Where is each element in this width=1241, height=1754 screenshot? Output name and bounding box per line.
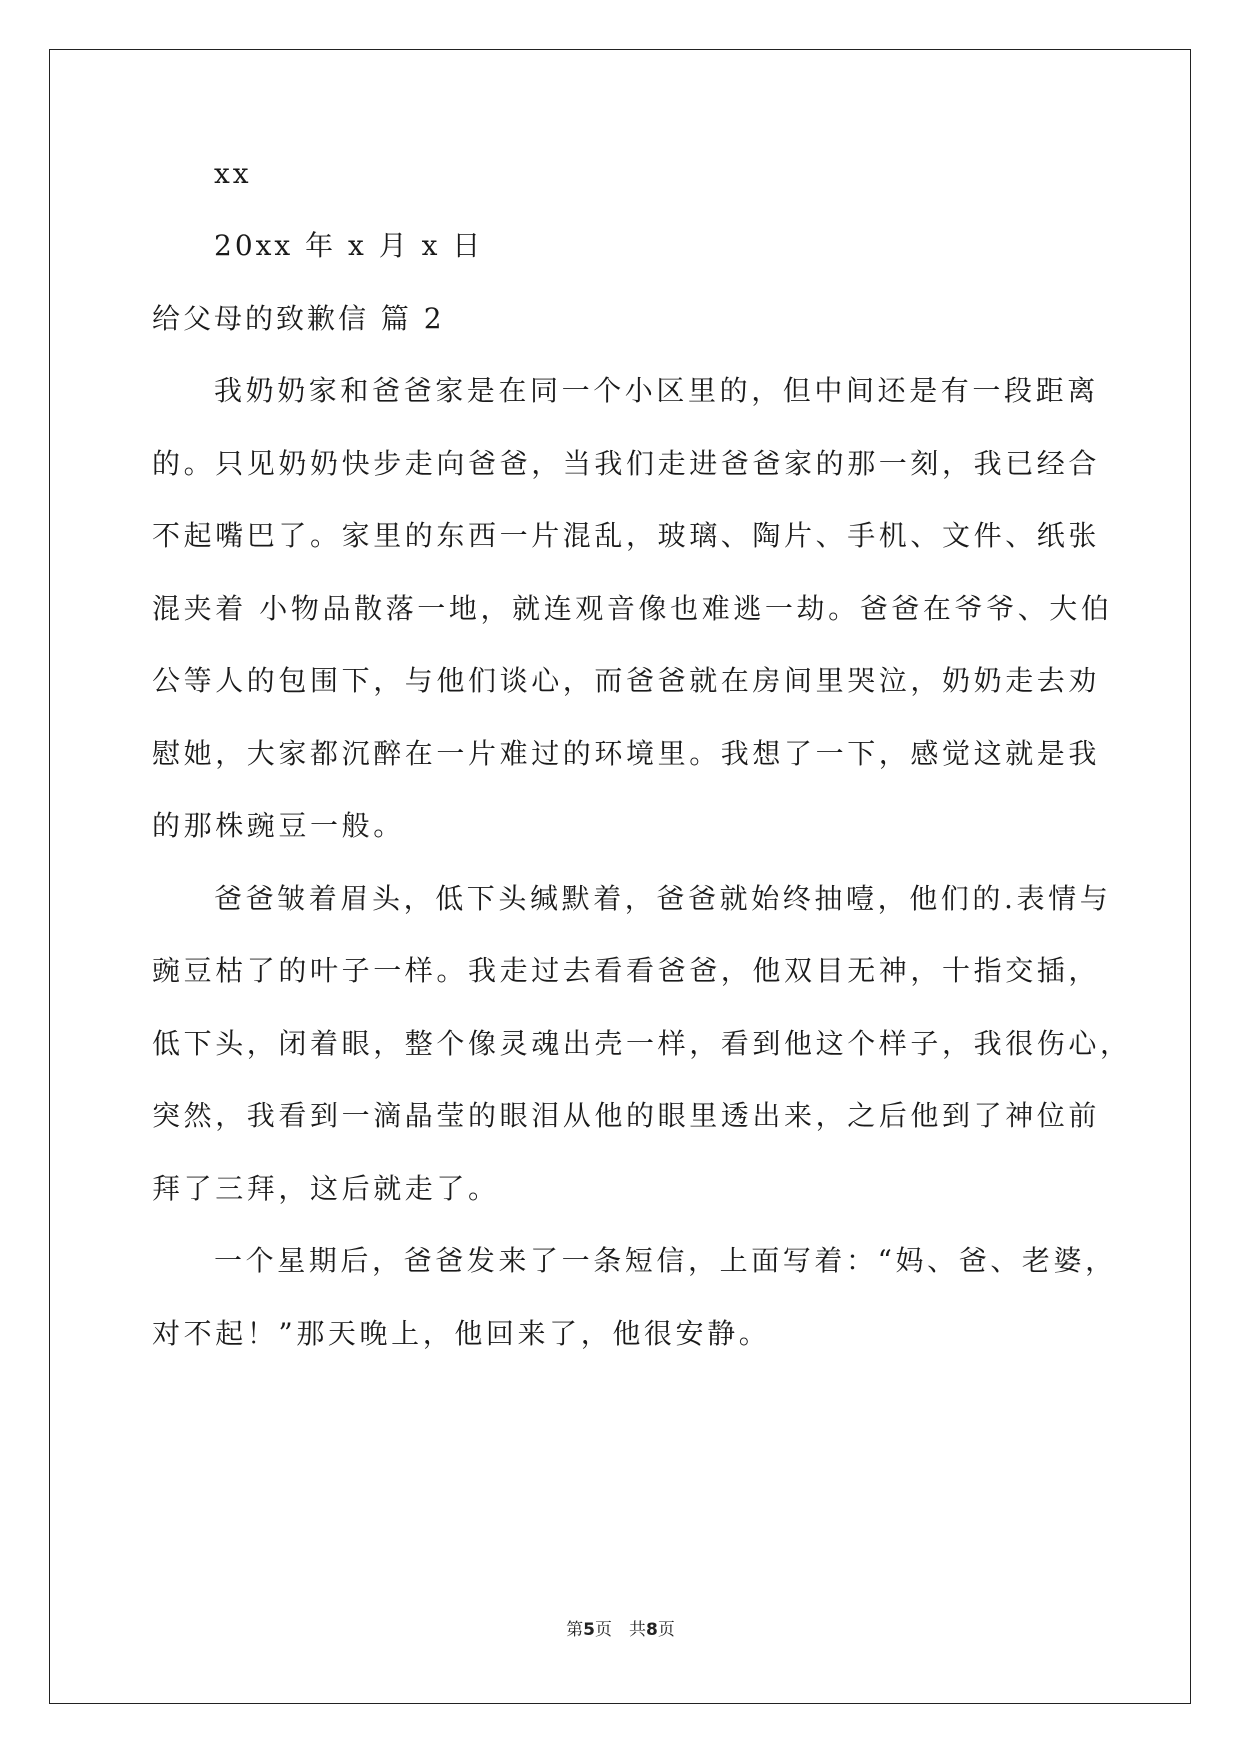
footer-page-current: 5 — [583, 1620, 595, 1640]
paragraph-3-line-1: 一个星期后，爸爸发来了一条短信，上面写着：“妈、爸、老婆， — [214, 1244, 1117, 1277]
footer-page-suffix: 页 — [657, 1620, 675, 1640]
paragraph-1-line-4: 混夹着 小物品散落一地，就连观音像也难逃一劫。爸爸在爷爷、大伯 — [152, 592, 1113, 625]
paragraph-2-line-4: 突然，我看到一滴晶莹的眼泪从他的眼里透出来，之后他到了神位前 — [152, 1099, 1101, 1132]
page-border — [49, 49, 1191, 1704]
signature-name: xx — [214, 157, 252, 190]
paragraph-3-line-2: 对不起！”那天晚上，他回来了，他很安静。 — [152, 1317, 771, 1350]
page-footer — [0, 1622, 1241, 1639]
signature-date: 20xx 年 x 月 x 日 — [214, 229, 484, 262]
section-heading: 给父母的致歉信 篇 2 — [152, 302, 445, 335]
paragraph-1-line-6: 慰她，大家都沉醉在一片难过的环境里。我想了一下，感觉这就是我 — [152, 737, 1101, 770]
paragraph-1-line-3: 不起嘴巴了。家里的东西一片混乱，玻璃、陶片、手机、文件、纸张 — [152, 519, 1101, 552]
paragraph-1-line-2: 的。只见奶奶快步走向爸爸，当我们走进爸爸家的那一刻，我已经合 — [152, 447, 1101, 480]
paragraph-2-line-1: 爸爸皱着眉头，低下头缄默着，爸爸就始终抽噎，他们的.表情与 — [214, 882, 1112, 915]
paragraph-2-line-2: 豌豆枯了的叶子一样。我走过去看看爸爸，他双目无神，十指交插， — [152, 954, 1101, 987]
paragraph-1-line-5: 公等人的包围下，与他们谈心，而爸爸就在房间里哭泣，奶奶走去劝 — [152, 664, 1101, 697]
paragraph-1-line-7: 的那株豌豆一般。 — [152, 809, 405, 842]
footer-page-prefix: 第 — [566, 1620, 584, 1640]
paragraph-1-line-1: 我奶奶家和爸爸家是在同一个小区里的，但中间还是有一段距离 — [214, 374, 1099, 407]
paragraph-2-line-5: 拜了三拜，这后就走了。 — [152, 1172, 500, 1205]
footer-page-mid: 页 共 — [595, 1620, 646, 1640]
footer-page-total: 8 — [646, 1620, 658, 1640]
paragraph-2-line-3: 低下头，闭着眼，整个像灵魂出壳一样，看到他这个样子，我很伤心， — [152, 1027, 1132, 1060]
